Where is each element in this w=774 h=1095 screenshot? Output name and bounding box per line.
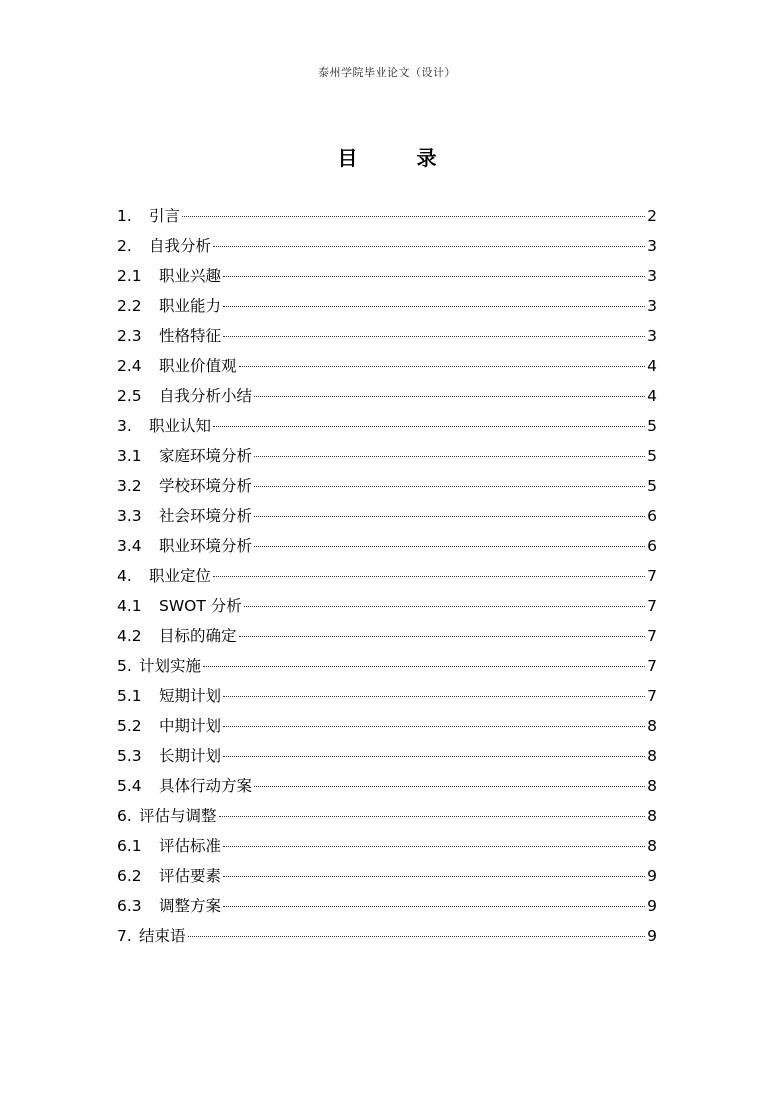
toc-entry-title: 家庭环境分析 xyxy=(159,447,253,465)
toc-entry[interactable] xyxy=(117,231,657,261)
toc-dot-leader xyxy=(223,846,645,847)
toc-dot-leader xyxy=(254,396,645,397)
toc-entry[interactable] xyxy=(117,501,657,531)
toc-entry-title: 评估要素 xyxy=(159,867,222,885)
toc-entry-page: 8 xyxy=(647,807,657,825)
toc-entry-number: 2. xyxy=(117,237,132,255)
toc-dot-leader xyxy=(254,456,645,457)
toc-entry-page: 4 xyxy=(647,387,657,405)
toc-entry-title: 引言 xyxy=(149,207,181,225)
toc-entry-title: 自我分析 xyxy=(149,237,212,255)
toc-entry-page: 7 xyxy=(647,597,657,615)
toc-entry-title: 结束语 xyxy=(139,927,186,945)
toc-entry-page: 9 xyxy=(647,897,657,915)
toc-entry[interactable] xyxy=(117,801,657,831)
toc-dot-leader xyxy=(254,516,645,517)
toc-entry-number: 3. xyxy=(117,417,132,435)
toc-entry[interactable] xyxy=(117,411,657,441)
toc-entry[interactable] xyxy=(117,711,657,741)
toc-entry[interactable] xyxy=(117,441,657,471)
toc-entry-page: 5 xyxy=(647,447,657,465)
toc-entry-title: 评估与调整 xyxy=(139,807,217,825)
toc-entry-title: 具体行动方案 xyxy=(159,777,253,795)
toc-entry-page: 8 xyxy=(647,777,657,795)
toc-entry[interactable] xyxy=(117,561,657,591)
toc-entry-title: 短期计划 xyxy=(159,687,222,705)
toc-entry-title: 自我分析小结 xyxy=(159,387,253,405)
toc-entry-number: 5.4 xyxy=(117,777,142,795)
toc-entry-title: 职业兴趣 xyxy=(159,267,222,285)
toc-entry[interactable] xyxy=(117,531,657,561)
toc-entry-title: 职业认知 xyxy=(149,417,212,435)
toc-entry[interactable] xyxy=(117,201,657,231)
toc-entry-title: 目标的确定 xyxy=(159,627,237,645)
toc-dot-leader xyxy=(213,426,645,427)
toc-entry[interactable] xyxy=(117,741,657,771)
toc-entry-number: 3.2 xyxy=(117,477,142,495)
toc-dot-leader xyxy=(244,606,645,607)
toc-entry-title: 社会环境分析 xyxy=(159,507,253,525)
toc-dot-leader xyxy=(239,366,646,367)
toc-entry[interactable] xyxy=(117,921,657,951)
toc-entry-title: 计划实施 xyxy=(139,657,202,675)
toc-entry-page: 8 xyxy=(647,747,657,765)
toc-dot-leader xyxy=(219,816,646,817)
toc-entry-title: 职业价值观 xyxy=(159,357,237,375)
toc-entry[interactable] xyxy=(117,291,657,321)
toc-entry-title: 学校环境分析 xyxy=(159,477,253,495)
toc-entry-page: 6 xyxy=(647,507,657,525)
toc-entry-number: 2.2 xyxy=(117,297,142,315)
toc-entry-number: 7. xyxy=(117,927,132,945)
toc-entry-page: 9 xyxy=(647,927,657,945)
toc-entry[interactable] xyxy=(117,891,657,921)
toc-entry[interactable] xyxy=(117,351,657,381)
toc-title: 目 录 xyxy=(337,146,463,170)
toc-entry-number: 1. xyxy=(117,207,132,225)
toc-dot-leader xyxy=(254,546,645,547)
toc-dot-leader xyxy=(239,636,646,637)
toc-entry-page: 3 xyxy=(647,237,657,255)
toc-entry-number: 6.3 xyxy=(117,897,142,915)
toc-entry[interactable] xyxy=(117,861,657,891)
toc-entry[interactable] xyxy=(117,381,657,411)
toc-dot-leader xyxy=(223,276,645,277)
toc-entry-number: 3.1 xyxy=(117,447,142,465)
running-header: 泰州学院毕业论文（设计） xyxy=(318,66,456,79)
toc-entry[interactable] xyxy=(117,621,657,651)
toc-entry-page: 7 xyxy=(647,627,657,645)
toc-entry-number: 2.3 xyxy=(117,327,142,345)
toc-dot-leader xyxy=(223,906,645,907)
toc-dot-leader xyxy=(223,726,645,727)
toc-entry-page: 4 xyxy=(647,357,657,375)
toc-entry-page: 8 xyxy=(647,837,657,855)
toc-entry-number: 2.4 xyxy=(117,357,142,375)
toc-dot-leader xyxy=(223,876,645,877)
toc-entry-page: 2 xyxy=(647,207,657,225)
toc-entry[interactable] xyxy=(117,321,657,351)
toc-dot-leader xyxy=(254,486,645,487)
toc-dot-leader xyxy=(188,936,646,937)
toc-entry-title: 职业环境分析 xyxy=(159,537,253,555)
toc-entry-number: 4.2 xyxy=(117,627,142,645)
toc-entry[interactable] xyxy=(117,831,657,861)
toc-entry-number: 2.1 xyxy=(117,267,142,285)
toc-dot-leader xyxy=(213,246,645,247)
toc-entry-page: 5 xyxy=(647,417,657,435)
toc-dot-leader xyxy=(223,336,645,337)
toc-entry-page: 5 xyxy=(647,477,657,495)
toc-entry[interactable] xyxy=(117,471,657,501)
toc-entry-page: 8 xyxy=(647,717,657,735)
toc-entry-page: 6 xyxy=(647,537,657,555)
toc-entry-page: 7 xyxy=(647,567,657,585)
toc-entry-title: SWOT 分析 xyxy=(159,597,242,615)
toc-entry-page: 7 xyxy=(647,657,657,675)
toc-dot-leader xyxy=(223,306,645,307)
toc-entry-number: 3.3 xyxy=(117,507,142,525)
toc-entry-title: 职业定位 xyxy=(149,567,212,585)
toc-entry-title: 性格特征 xyxy=(159,327,222,345)
toc-entry[interactable] xyxy=(117,651,657,681)
toc-entry-number: 5.2 xyxy=(117,717,142,735)
toc-entry-title: 中期计划 xyxy=(159,717,222,735)
toc-entry-number: 5. xyxy=(117,657,132,675)
toc-entry[interactable] xyxy=(117,771,657,801)
toc-entry-title: 评估标准 xyxy=(159,837,222,855)
toc-entry[interactable] xyxy=(117,681,657,711)
toc-dot-leader xyxy=(213,576,645,577)
toc-entry-number: 6. xyxy=(117,807,132,825)
toc-entry-page: 3 xyxy=(647,327,657,345)
toc-entry-number: 4. xyxy=(117,567,132,585)
toc-entry-number: 5.3 xyxy=(117,747,142,765)
toc-entry[interactable] xyxy=(117,591,657,621)
toc-entry-page: 3 xyxy=(647,267,657,285)
toc-dot-leader xyxy=(223,696,645,697)
toc-dot-leader xyxy=(203,666,645,667)
toc-entry[interactable] xyxy=(117,261,657,291)
toc-entry-number: 6.1 xyxy=(117,837,142,855)
toc-entry-title: 调整方案 xyxy=(159,897,222,915)
toc-dot-leader xyxy=(182,216,645,217)
toc-entry-title: 职业能力 xyxy=(159,297,222,315)
toc-entry-number: 4.1 xyxy=(117,597,142,615)
toc-entry-title: 长期计划 xyxy=(159,747,222,765)
toc-dot-leader xyxy=(223,756,645,757)
toc-dot-leader xyxy=(254,786,645,787)
toc-list xyxy=(117,201,657,951)
toc-entry-number: 2.5 xyxy=(117,387,142,405)
toc-entry-page: 9 xyxy=(647,867,657,885)
toc-entry-page: 3 xyxy=(647,297,657,315)
toc-entry-number: 5.1 xyxy=(117,687,142,705)
toc-entry-number: 3.4 xyxy=(117,537,142,555)
toc-entry-page: 7 xyxy=(647,687,657,705)
toc-entry-number: 6.2 xyxy=(117,867,142,885)
